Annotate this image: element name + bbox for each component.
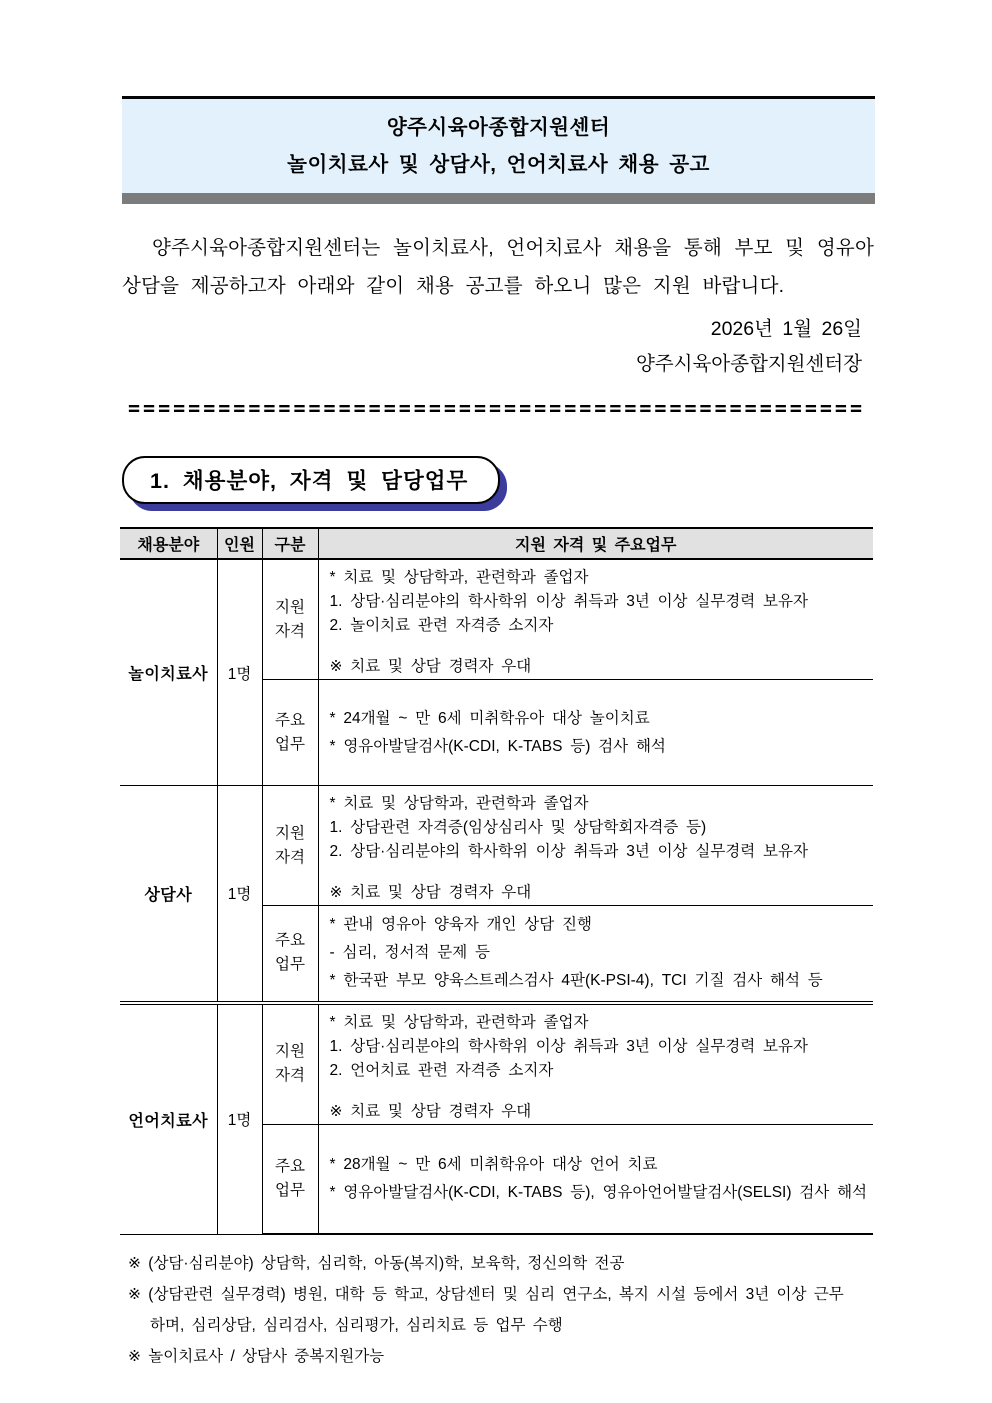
qual-line: 1. 상담·심리분야의 학사학위 이상 취득과 3년 이상 실무경력 보유자	[329, 1037, 808, 1055]
gubun-label: 주요	[275, 711, 305, 729]
qual-line: 1. 상담·심리분야의 학사학위 이상 취득과 3년 이상 실무경력 보유자	[329, 593, 808, 610]
header-field: 채용분야	[120, 528, 217, 559]
header-gubun: 구분	[262, 528, 318, 559]
gubun-label: 지원	[275, 824, 305, 842]
qual-line	[330, 1083, 866, 1100]
qual-content	[318, 1003, 873, 1125]
qual-content	[318, 786, 873, 906]
gubun-qual	[262, 786, 318, 906]
gubun-label: 업무	[275, 956, 305, 974]
table-row	[120, 559, 873, 680]
banner-gray-bar	[122, 193, 875, 204]
field-name: 언어치료사	[120, 1003, 217, 1235]
table-wrap	[120, 527, 873, 1235]
announcement-date: 2026년 1월 26일	[710, 318, 862, 340]
qual-line: 1. 상담관련 자격증(임상심리사 및 상담학회자격증 등)	[329, 819, 707, 836]
announcement-title: 놀이치료사 및 상담사, 언어치료사 채용 공고	[287, 153, 710, 176]
table-header-row	[120, 528, 873, 559]
gubun-label: 자격	[275, 848, 305, 866]
duty-line: * 영유아발달검사(K-CDI, K-TABS 등) 검사 해석	[329, 737, 666, 755]
footnote: ※ 놀이치료사 / 상담사 중복지원가능	[128, 1348, 385, 1365]
gubun-label: 지원	[275, 1043, 305, 1060]
duty-line: * 영유아발달검사(K-CDI, K-TABS 등), 영유아언어발달검사(SELSI) 검사 해석	[329, 1183, 868, 1201]
gubun-label: 업무	[275, 1181, 305, 1199]
field-count: 1명	[217, 559, 262, 786]
gubun-label: 지원	[275, 598, 305, 616]
gubun-qual	[262, 1003, 318, 1125]
gubun-label: 주요	[275, 932, 305, 950]
qual-line: * 치료 및 상담학과, 관련학과 졸업자	[329, 1013, 589, 1031]
gubun-label: 주요	[275, 1157, 305, 1175]
table-row	[120, 1003, 873, 1125]
duty-content	[318, 1124, 873, 1234]
org-title: 양주시육아종합지원센터	[386, 116, 611, 139]
footnotes	[128, 1248, 932, 1372]
qual-line: ※ 치료 및 상담 경력자 우대	[329, 1102, 532, 1120]
field-name: 상담사	[120, 786, 217, 1003]
qual-line: * 치료 및 상담학과, 관련학과 졸업자	[329, 795, 589, 812]
qual-content	[318, 559, 873, 680]
gubun-label: 업무	[275, 735, 305, 753]
field-count: 1명	[217, 786, 262, 1003]
duty-line: - 심리, 정서적 문제 등	[329, 944, 490, 962]
gubun-duty	[262, 906, 318, 1003]
gubun-qual	[262, 559, 318, 680]
gubun-label: 자격	[275, 1067, 305, 1084]
qual-line	[330, 638, 866, 655]
duty-line: * 관내 영유아 양육자 개인 상담 진행	[329, 916, 592, 934]
qual-line	[330, 864, 866, 881]
field-name: 놀이치료사	[120, 559, 217, 786]
duty-line: * 한국판 부모 양육스트레스검사 4판(K-PSI-4), TCI 기질 검사 해석 등	[329, 972, 823, 990]
qual-line: 2. 언어치료 관련 자격증 소지자	[329, 1061, 554, 1079]
gubun-duty	[262, 1124, 318, 1234]
intro-paragraph: 양주시육아종합지원센터는 놀이치료사, 언어치료사 채용을 통해 부모 및 영유아 상담을 제공하고자 아래와 같이 채용 공고를 하오니 많은 지원 바랍니다.	[122, 237, 874, 297]
footnote-continuation: 하며, 심리상담, 심리검사, 심리평가, 심리치료 등 업무 수행	[150, 1317, 563, 1334]
footnote: ※ (상담관련 실무경력) 병원, 대학 등 학교, 상담센터 및 심리 연구소, 복지 시설 등에서 3년 이상 근무	[128, 1286, 844, 1303]
announcement-signer: 양주시육아종합지원센터장	[635, 353, 862, 375]
gubun-label: 자격	[275, 622, 305, 640]
section-1-heading: 1. 채용분야, 자격 및 담당업무	[122, 456, 500, 504]
equals-separator: =================================================	[128, 396, 866, 420]
qual-line: ※ 치료 및 상담 경력자 우대	[329, 658, 532, 675]
qual-line: 2. 놀이치료 관련 자격증 소지자	[329, 617, 554, 634]
field-count: 1명	[217, 1003, 262, 1235]
footnote: ※ (상담·심리분야) 상담학, 심리학, 아동(복지)학, 보육학, 정신의학 전공	[128, 1255, 625, 1272]
table-row	[120, 786, 873, 906]
header-count: 인원	[217, 528, 262, 559]
duty-line: * 24개월 ~ 만 6세 미취학유아 대상 놀이치료	[329, 709, 650, 727]
qual-line: ※ 치료 및 상담 경력자 우대	[329, 884, 532, 901]
duty-content	[318, 906, 873, 1003]
duty-line: * 28개월 ~ 만 6세 미취학유아 대상 언어 치료	[329, 1155, 658, 1173]
section-heading-wrap	[122, 456, 992, 504]
duty-content	[318, 680, 873, 786]
qual-line: * 치료 및 상담학과, 관련학과 졸업자	[329, 569, 589, 586]
qual-line: 2. 상담·심리분야의 학사학위 이상 취득과 3년 이상 실무경력 보유자	[329, 843, 808, 860]
title-banner	[122, 96, 875, 193]
header-detail: 지원 자격 및 주요업무	[318, 528, 873, 559]
recruitment-table	[120, 527, 873, 1235]
gubun-duty	[262, 680, 318, 786]
